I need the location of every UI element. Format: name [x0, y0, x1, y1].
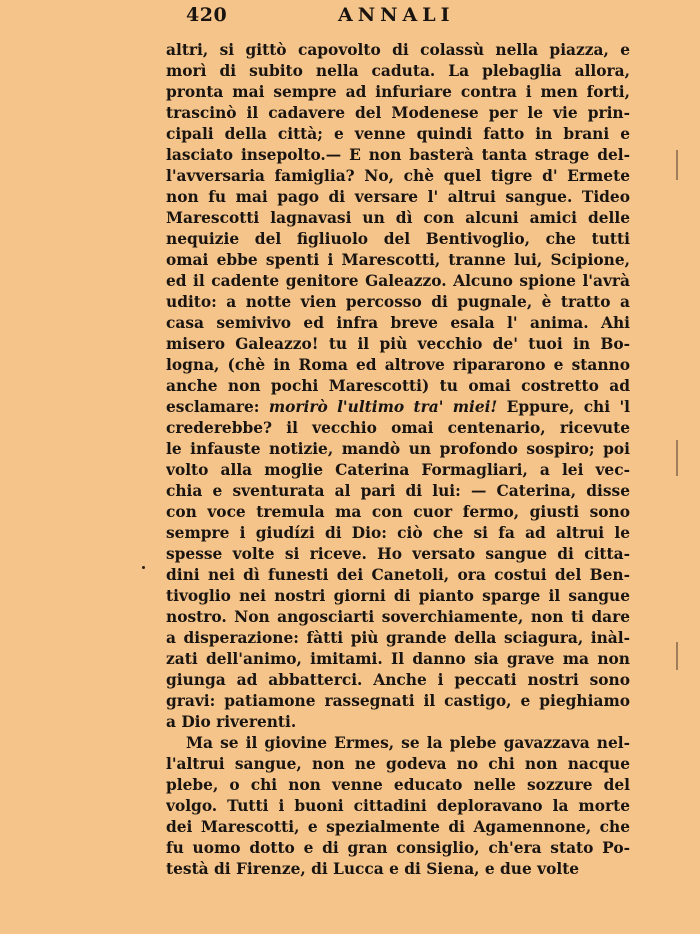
text-line: ed il cadente genitore Galeazzo. Alcuno spione l'avrà	[166, 272, 630, 290]
margin-rule-mark	[676, 440, 678, 476]
text-line: dei Marescotti, e spezialmente di Agamennone, che	[166, 818, 630, 836]
text-line: non fu mai pago di versare l' altrui sangue. Tideo	[166, 188, 630, 206]
text-line: le infauste notizie, mandò un profondo sospiro; poi	[166, 440, 630, 458]
text-line: casa semivivo ed infra breve esala l' anima. Ahi	[166, 314, 630, 332]
text-line: udito: a notte vien percosso di pugnale, è tratto a	[166, 293, 630, 311]
text-line: anche non pochi Marescotti) tu omai costretto ad	[166, 377, 630, 395]
text-line: nostro. Non angosciarti soverchiamente, non ti dare	[166, 608, 630, 626]
text-line: morì di subito nella caduta. La plebaglia allora,	[166, 62, 630, 80]
text-line: nequizie del figliuolo del Bentivoglio, che tutti	[166, 230, 630, 248]
margin-dot-mark	[142, 566, 145, 569]
page-header	[186, 4, 626, 28]
text-line: a Dio riverenti.	[166, 713, 297, 731]
text-line: lasciato insepolto.— E non basterà tanta strage del-	[166, 146, 630, 164]
text-line: tivoglio nei nostri giorni di pianto sparge il sangue	[166, 587, 630, 605]
text-line: Ma se il giovine Ermes, se la plebe gavazzava nel-	[186, 734, 630, 752]
text-line: giunga ad abbatterci. Anche i peccati nostri sono	[166, 671, 630, 689]
text-line: Marescotti lagnavasi un dì con alcuni amici delle	[166, 209, 630, 227]
text-line: testà di Firenze, di Lucca e di Siena, e due volte	[166, 860, 580, 878]
text-line: cipali della città; e venne quindi fatto in brani e	[166, 125, 630, 143]
text-line: chia e sventurata al pari di lui: — Caterina, disse	[166, 482, 630, 500]
text-line: omai ebbe spenti i Marescotti, tranne lui, Scipione,	[166, 251, 630, 269]
text-line: plebe, o chi non venne educato nelle sozzure del	[166, 776, 630, 794]
text-line: altri, si gittò capovolto di colassù nella piazza, e	[166, 41, 630, 59]
text-line: pronta mai sempre ad infuriare contra i men forti,	[166, 83, 630, 101]
text-line: l'altrui sangue, non ne godeva no chi non nacque	[166, 755, 630, 773]
text-line: dini nei dì funesti dei Canetoli, ora costui del Ben-	[166, 566, 630, 584]
text-line: volgo. Tutti i buoni cittadini deploravano la morte	[166, 797, 630, 815]
text-line: misero Galeazzo! tu il più vecchio de' tuoi in Bo-	[166, 335, 630, 353]
text-line: logna, (chè in Roma ed altrove ripararono e stanno	[166, 356, 630, 374]
text-line: a disperazione: fàtti più grande della sciagura, inàl-	[166, 629, 630, 647]
text-line: con voce tremula ma con cuor fermo, giusti sono	[166, 503, 630, 521]
page-number: 420	[186, 4, 228, 26]
running-title: ANNALI	[338, 4, 455, 26]
text-line: trascinò il cadavere del Modenese per le vie prin-	[166, 104, 630, 122]
text-line: l'avversaria famiglia? No, chè quel tigre d' Ermete	[166, 167, 630, 185]
text-line: volto alla moglie Caterina Formagliari, a lei vec-	[166, 461, 630, 479]
text-line: spesse volte si riceve. Ho versato sangue di citta-	[166, 545, 630, 563]
text-line: gravi: patiamone rassegnati il castigo, e pieghiamo	[166, 692, 630, 710]
text-line: crederebbe? il vecchio omai centenario, ricevute	[166, 419, 630, 437]
text-line: esclamare: morirò l'ultimo tra' miei! Eppure, chi 'l	[166, 398, 630, 416]
text-line: fu uomo dotto e di gran consiglio, ch'era stato Po-	[166, 839, 630, 857]
margin-rule-mark	[676, 642, 678, 670]
margin-rule-mark	[676, 150, 678, 180]
text-line: zati dell'animo, imitami. Il danno sia grave ma non	[166, 650, 630, 668]
body-text	[166, 40, 630, 880]
text-line: sempre i giudízi di Dio: ciò che si fa ad altrui le	[166, 524, 630, 542]
